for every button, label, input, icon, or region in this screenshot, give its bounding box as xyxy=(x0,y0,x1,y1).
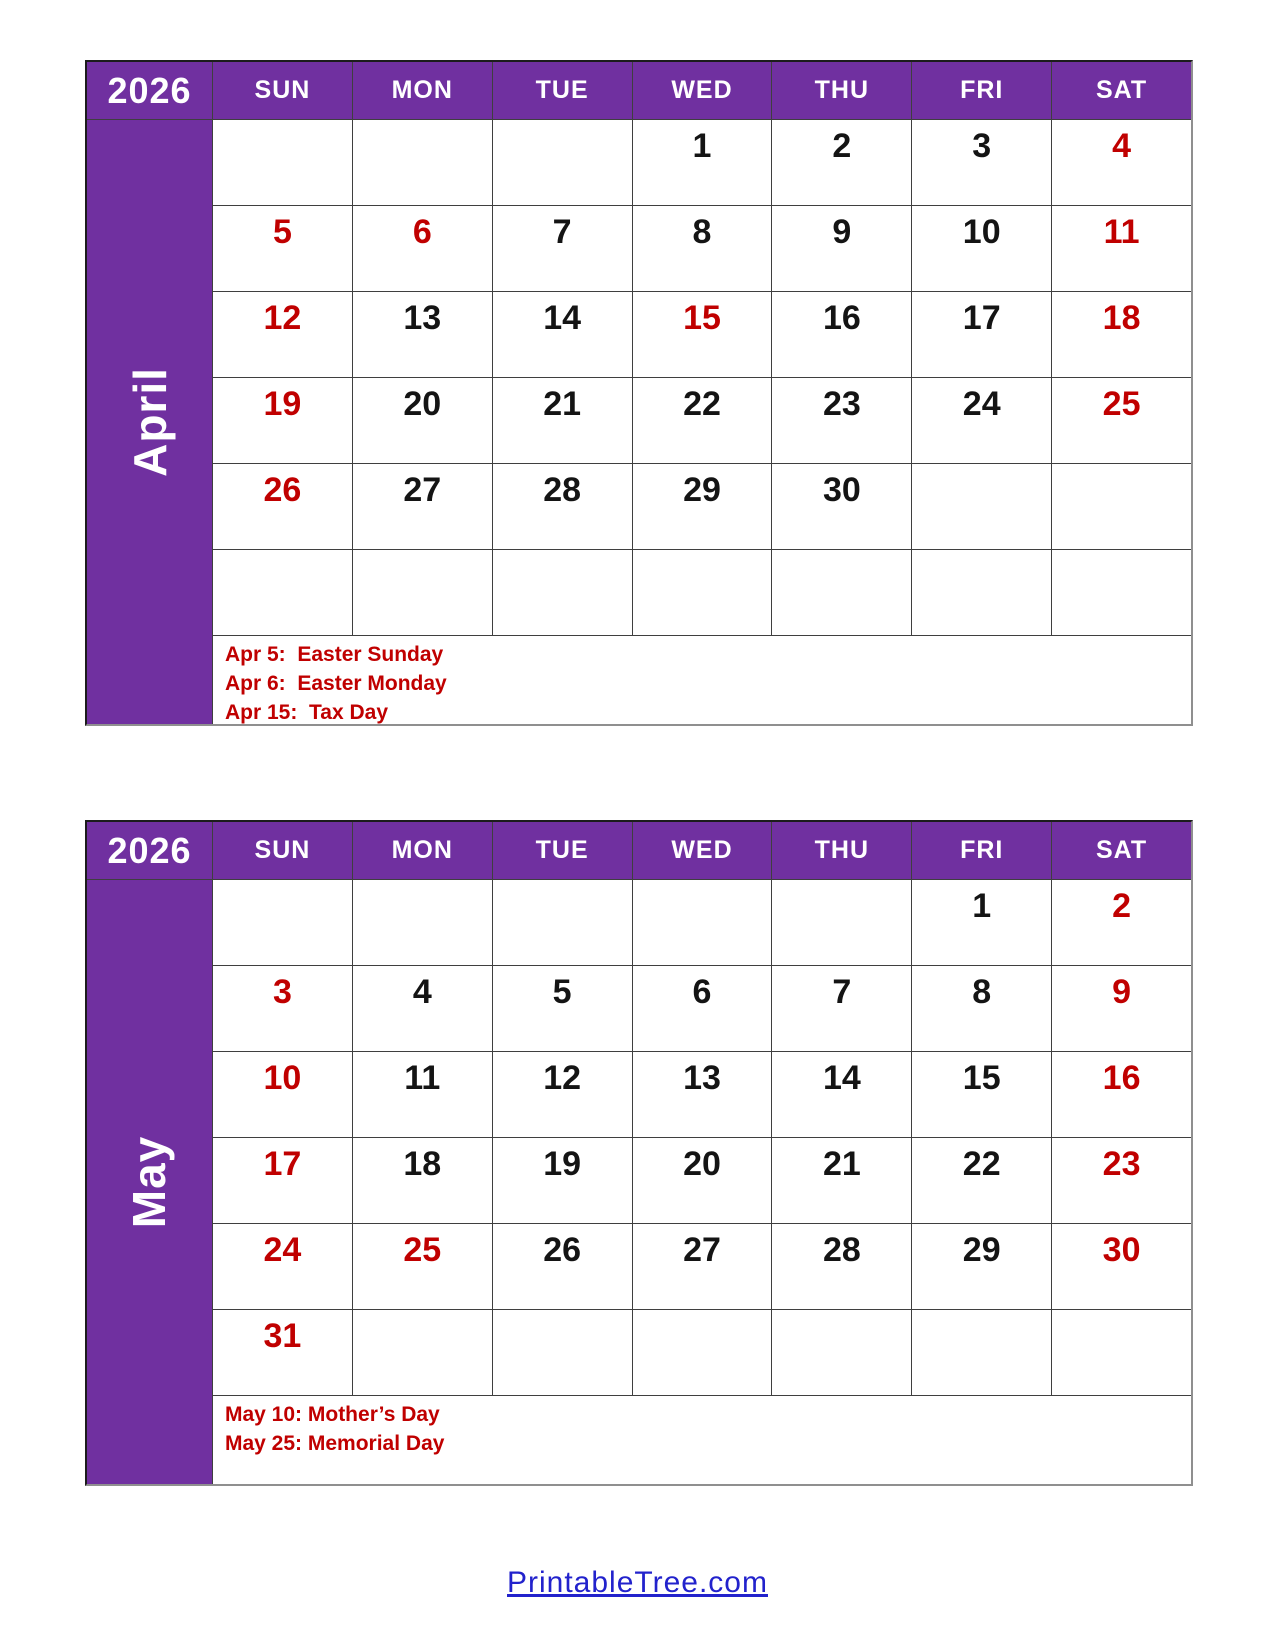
date-cell-5: 5 xyxy=(213,206,352,291)
date-cell-27: 27 xyxy=(633,1224,772,1309)
date-cell-18: 18 xyxy=(353,1138,492,1223)
date-cell-23: 23 xyxy=(1052,1138,1191,1223)
date-cell-25: 25 xyxy=(353,1224,492,1309)
date-cell-28: 28 xyxy=(493,464,632,549)
date-cell-empty xyxy=(353,1310,492,1395)
day-header-sat: SAT xyxy=(1052,62,1191,119)
date-cell-15: 15 xyxy=(912,1052,1051,1137)
date-cell-empty xyxy=(633,1310,772,1395)
date-cell-29: 29 xyxy=(633,464,772,549)
date-cell-empty xyxy=(912,464,1051,549)
day-header-tue: TUE xyxy=(493,62,632,119)
date-cell-empty xyxy=(1052,550,1191,635)
month-sidebar xyxy=(87,120,212,724)
date-cell-19: 19 xyxy=(213,378,352,463)
date-cell-16: 16 xyxy=(1052,1052,1191,1137)
day-header-thu: THU xyxy=(772,62,911,119)
date-cell-8: 8 xyxy=(912,966,1051,1051)
date-cell-3: 3 xyxy=(213,966,352,1051)
day-header-wed: WED xyxy=(633,822,772,879)
date-cell-24: 24 xyxy=(912,378,1051,463)
date-cell-empty xyxy=(213,880,352,965)
year-label: 2026 xyxy=(87,62,212,119)
date-cell-16: 16 xyxy=(772,292,911,377)
date-cell-19: 19 xyxy=(493,1138,632,1223)
day-header-mon: MON xyxy=(353,62,492,119)
date-cell-27: 27 xyxy=(353,464,492,549)
holiday-note-line: May 25: Memorial Day xyxy=(225,1431,445,1455)
date-cell-2: 2 xyxy=(772,120,911,205)
date-cell-9: 9 xyxy=(1052,966,1191,1051)
date-cell-empty xyxy=(633,880,772,965)
date-cell-26: 26 xyxy=(493,1224,632,1309)
day-header-sun: SUN xyxy=(213,62,352,119)
date-cell-22: 22 xyxy=(912,1138,1051,1223)
date-cell-15: 15 xyxy=(633,292,772,377)
date-cell-empty xyxy=(493,120,632,205)
date-cell-empty xyxy=(493,880,632,965)
date-cell-17: 17 xyxy=(912,292,1051,377)
date-cell-31: 31 xyxy=(213,1310,352,1395)
date-cell-24: 24 xyxy=(213,1224,352,1309)
date-cell-empty xyxy=(633,550,772,635)
date-cell-30: 30 xyxy=(772,464,911,549)
date-cell-empty xyxy=(1052,464,1191,549)
date-cell-5: 5 xyxy=(493,966,632,1051)
date-cell-29: 29 xyxy=(912,1224,1051,1309)
month-sidebar xyxy=(87,880,212,1484)
calendar-april-2026 xyxy=(85,60,1193,726)
date-cell-11: 11 xyxy=(353,1052,492,1137)
date-cell-7: 7 xyxy=(772,966,911,1051)
date-cell-26: 26 xyxy=(213,464,352,549)
date-cell-3: 3 xyxy=(912,120,1051,205)
date-cell-empty xyxy=(493,1310,632,1395)
calendar-may-2026 xyxy=(85,820,1193,1486)
date-cell-13: 13 xyxy=(353,292,492,377)
date-cell-6: 6 xyxy=(633,966,772,1051)
holiday-notes xyxy=(213,636,1191,724)
date-cell-4: 4 xyxy=(1052,120,1191,205)
date-cell-empty xyxy=(912,1310,1051,1395)
date-cell-6: 6 xyxy=(353,206,492,291)
day-header-tue: TUE xyxy=(493,822,632,879)
date-cell-8: 8 xyxy=(633,206,772,291)
date-cell-13: 13 xyxy=(633,1052,772,1137)
day-header-sat: SAT xyxy=(1052,822,1191,879)
footer-link[interactable]: PrintableTree.com xyxy=(507,1566,768,1599)
date-cell-11: 11 xyxy=(1052,206,1191,291)
date-cell-23: 23 xyxy=(772,378,911,463)
date-cell-18: 18 xyxy=(1052,292,1191,377)
holiday-note-line: Apr 5: Easter Sunday xyxy=(225,643,444,666)
date-cell-empty xyxy=(772,550,911,635)
date-cell-9: 9 xyxy=(772,206,911,291)
date-cell-4: 4 xyxy=(353,966,492,1051)
date-cell-30: 30 xyxy=(1052,1224,1191,1309)
day-header-thu: THU xyxy=(772,822,911,879)
date-cell-21: 21 xyxy=(772,1138,911,1223)
date-cell-empty xyxy=(213,120,352,205)
date-cell-14: 14 xyxy=(493,292,632,377)
date-cell-20: 20 xyxy=(633,1138,772,1223)
day-header-sun: SUN xyxy=(213,822,352,879)
year-label: 2026 xyxy=(87,822,212,879)
month-label: May xyxy=(123,1135,176,1229)
date-cell-14: 14 xyxy=(772,1052,911,1137)
day-header-fri: FRI xyxy=(912,62,1051,119)
day-header-wed: WED xyxy=(633,62,772,119)
date-cell-empty xyxy=(213,550,352,635)
date-cell-empty xyxy=(353,550,492,635)
date-cell-empty xyxy=(1052,1310,1191,1395)
date-cell-25: 25 xyxy=(1052,378,1191,463)
date-cell-10: 10 xyxy=(213,1052,352,1137)
holiday-note-line: Apr 15: Tax Day xyxy=(225,700,389,724)
date-cell-empty xyxy=(353,120,492,205)
day-header-fri: FRI xyxy=(912,822,1051,879)
date-cell-empty xyxy=(493,550,632,635)
holiday-note-line: Apr 6: Easter Monday xyxy=(225,671,447,695)
date-cell-28: 28 xyxy=(772,1224,911,1309)
date-cell-1: 1 xyxy=(633,120,772,205)
holiday-note-line: May 10: Mother’s Day xyxy=(225,1403,440,1426)
date-cell-20: 20 xyxy=(353,378,492,463)
footer xyxy=(0,1566,1275,1600)
day-header-mon: MON xyxy=(353,822,492,879)
date-cell-22: 22 xyxy=(633,378,772,463)
date-cell-empty xyxy=(772,1310,911,1395)
holiday-notes xyxy=(213,1396,1191,1484)
date-cell-21: 21 xyxy=(493,378,632,463)
date-cell-empty xyxy=(912,550,1051,635)
date-cell-empty xyxy=(353,880,492,965)
date-cell-12: 12 xyxy=(493,1052,632,1137)
date-cell-1: 1 xyxy=(912,880,1051,965)
month-label: April xyxy=(123,367,176,477)
date-cell-7: 7 xyxy=(493,206,632,291)
date-cell-2: 2 xyxy=(1052,880,1191,965)
date-cell-12: 12 xyxy=(213,292,352,377)
date-cell-empty xyxy=(772,880,911,965)
date-cell-10: 10 xyxy=(912,206,1051,291)
date-cell-17: 17 xyxy=(213,1138,352,1223)
